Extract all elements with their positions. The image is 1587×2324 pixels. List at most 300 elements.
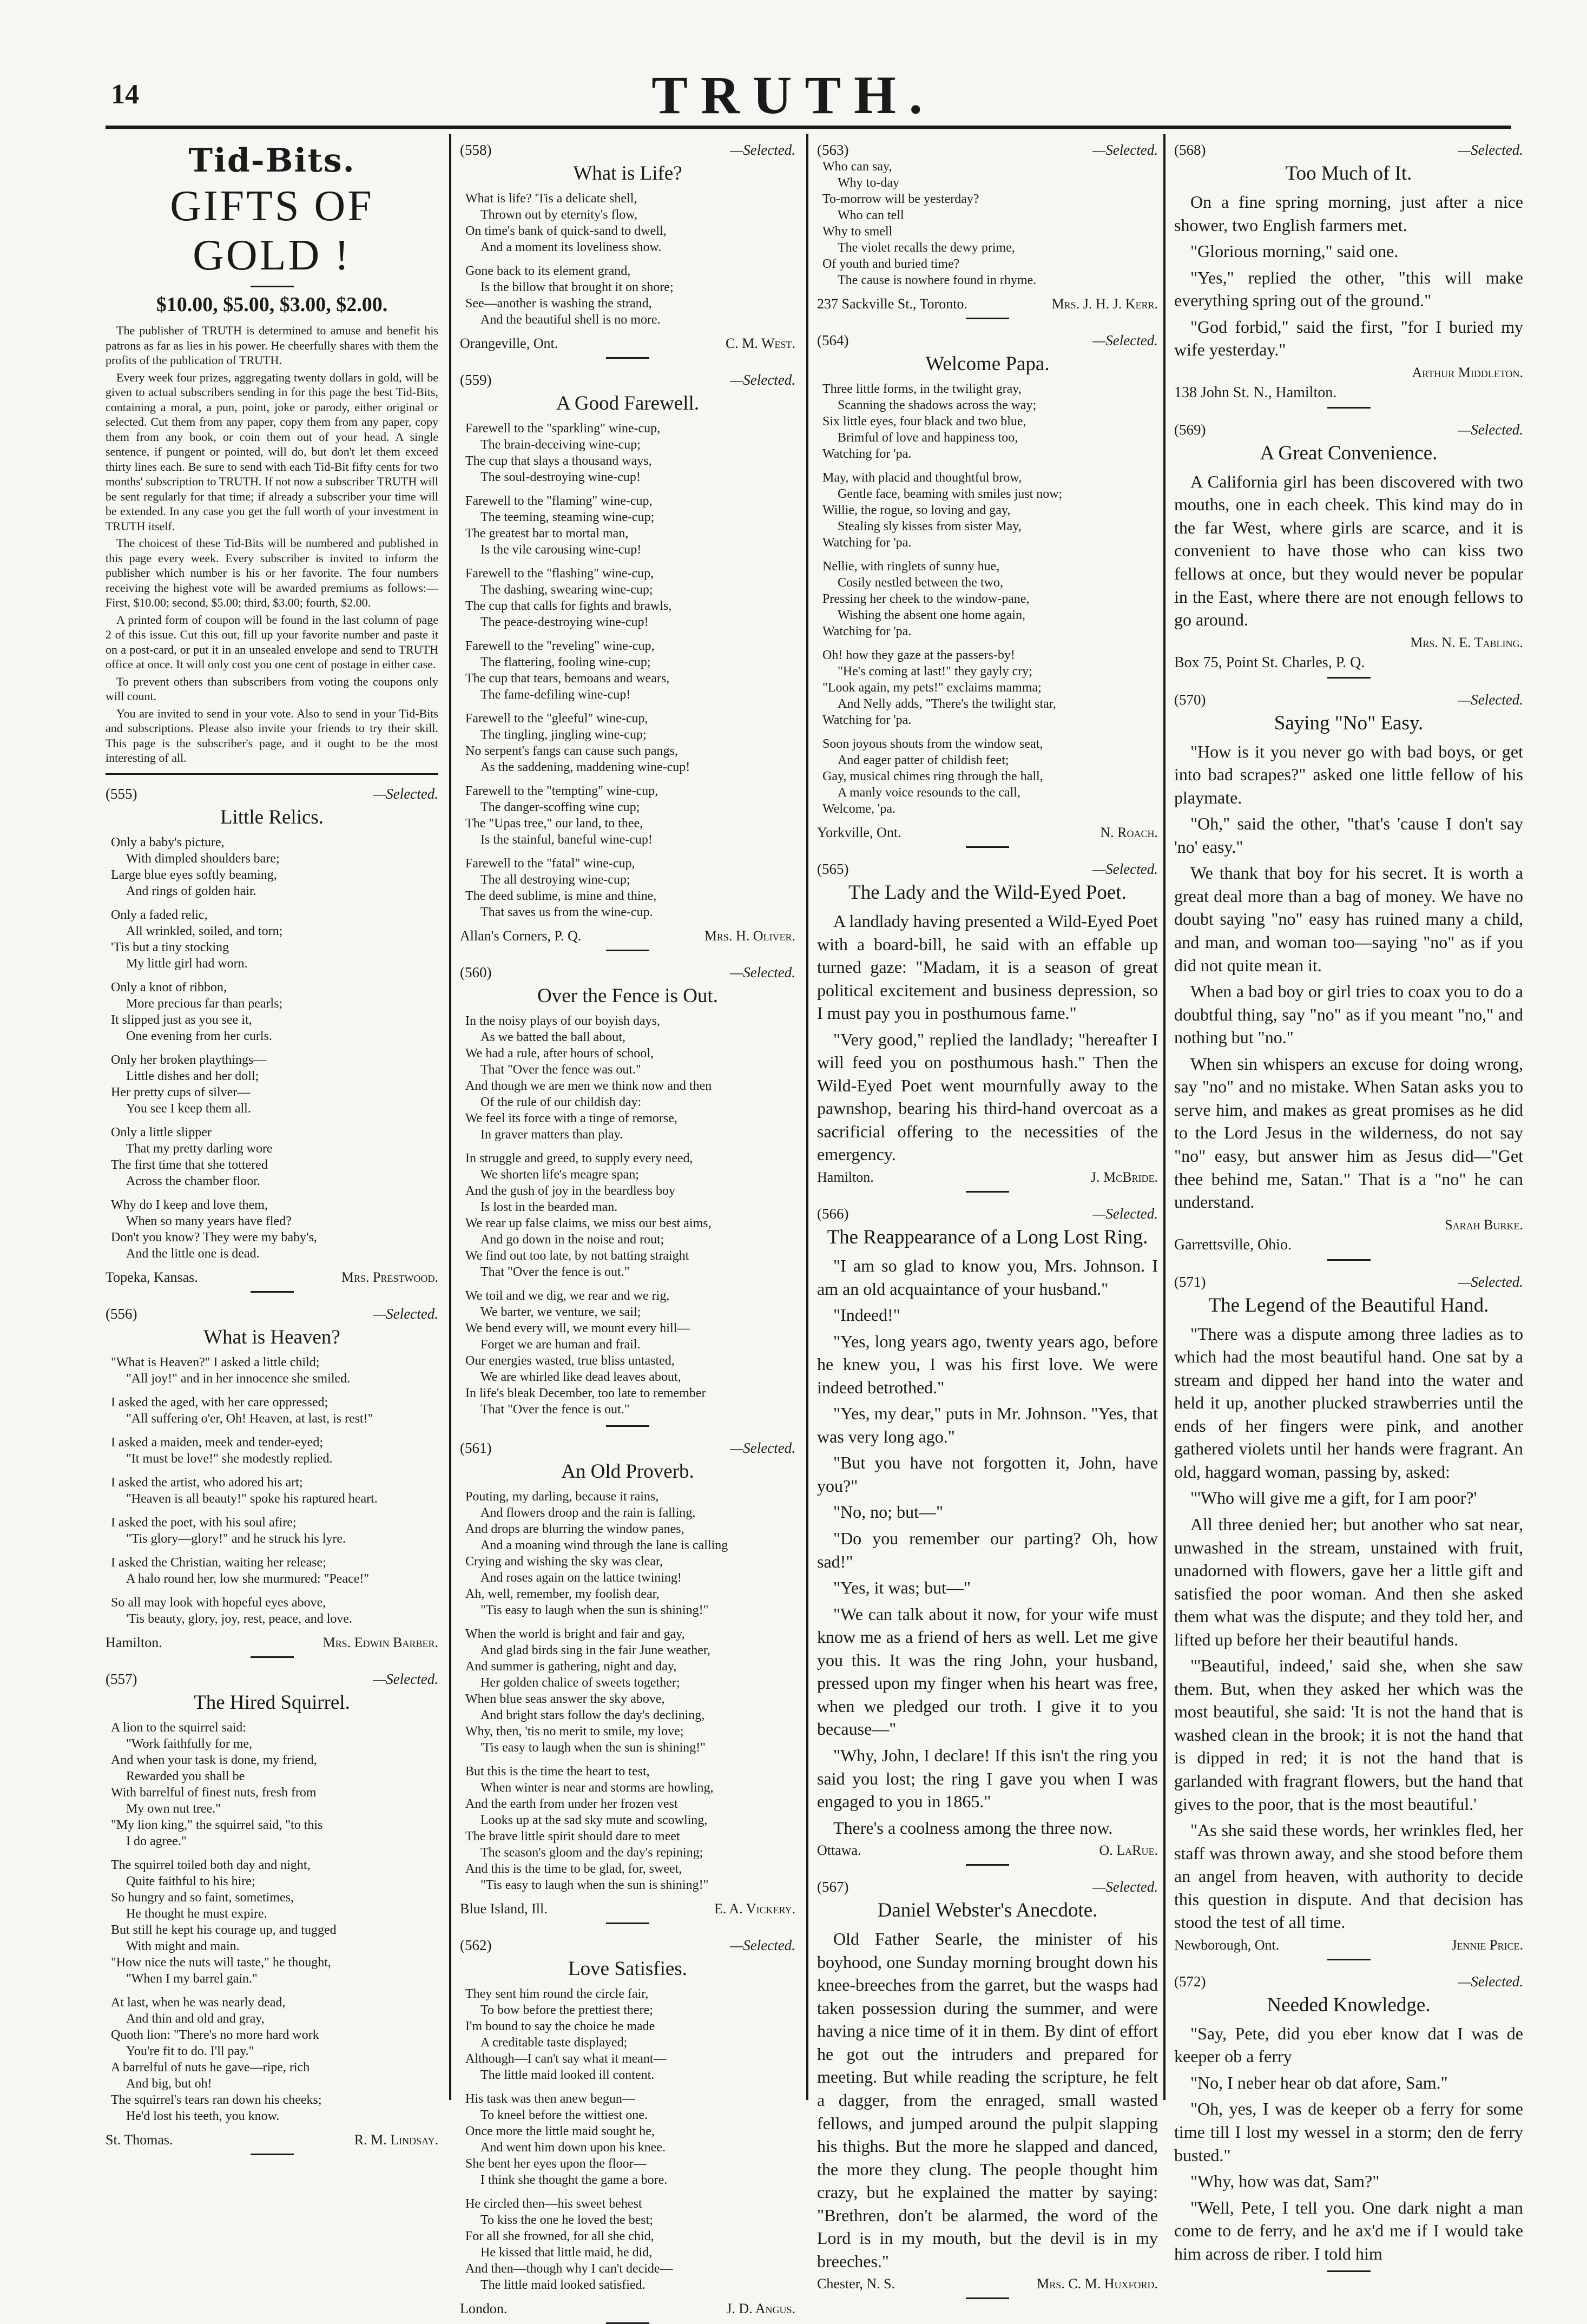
poem-line: We toil and we dig, we rear and we rig, — [465, 1289, 670, 1303]
poem-stanza — [465, 1288, 795, 1418]
poem-line: The greatest bar to mortal man, — [465, 526, 629, 541]
body-paragraph: "Yes, it was; but—" — [833, 1578, 971, 1598]
article — [1174, 684, 1523, 1261]
article — [460, 957, 795, 1427]
poem-line: No serpent's fangs can cause such pangs, — [465, 744, 678, 758]
divider — [1327, 1259, 1371, 1261]
poem-line: For all she frowned, for all she chid, — [465, 2229, 654, 2243]
poem-line: Farewell to the "sparkling" wine-cup, — [465, 422, 661, 436]
poem-line: A manly voice resounds to the call, — [838, 786, 1020, 800]
poem-line: Of the rule of our childish day: — [480, 1095, 642, 1109]
poem-stanza — [465, 783, 795, 848]
poem-line: Is the stainful, baneful wine-cup! — [480, 833, 653, 847]
intro-paragraph: A printed form of coupon will be found in the last column of page 2 of this issue. Cut this out, fill up your favorite number and paste it on a post-card, or put it in an unsealed envelope and send to TRUTH office at once. It will only cost you one cent of postage in either case. — [106, 613, 438, 671]
author-name: C. M. West. — [725, 335, 795, 351]
divider — [1327, 1959, 1371, 1960]
poem-line: Once more the little maid sought he, — [465, 2124, 655, 2138]
poem-line: And drops are blurring the window panes, — [465, 1522, 684, 1536]
author-name: Mrs. N. E. Tabling. — [1410, 634, 1523, 650]
article-number: (571) — [1174, 1273, 1206, 1290]
divider — [966, 846, 1009, 848]
poem-line: The all destroying wine-cup; — [480, 873, 630, 887]
poem-line: Soon joyous shouts from the window seat, — [822, 737, 1043, 751]
signature — [1174, 1217, 1523, 1233]
poem-line: That "Over the fence is out." — [480, 1265, 630, 1279]
author-address: 138 John St. N., Hamilton. — [1174, 384, 1337, 401]
body-paragraph: "There was a dispute among three ladies as to which had the most beautiful hand. One sat by a stream and dipped her hand into the water and held it up, another plucked strawberries until the ends of her fingers were pink, and another gathered violets until her hands were fragrant. An old, haggard woman, passing by, asked: — [1174, 1324, 1523, 1482]
intro-paragraph: To prevent others than subscribers from voting the coupons only will count. — [106, 674, 438, 703]
contest-intro — [106, 323, 438, 766]
selected-label: —Selected. — [1458, 1973, 1523, 1990]
poem-line: Looks up at the sad sky mute and scowling, — [480, 1813, 708, 1827]
article-number: (570) — [1174, 691, 1206, 708]
author-name: Jennie Price. — [1451, 1937, 1523, 1953]
poem-line: And bright stars follow the day's declining, — [480, 1708, 705, 1722]
article-header — [460, 1440, 795, 1457]
article-title: Welcome Papa. — [925, 353, 1050, 375]
poem-line: Three little forms, in the twilight gray, — [822, 382, 1022, 396]
body-paragraph: "Yes," replied the other, "this will make everything spring out of the ground." — [1174, 267, 1523, 311]
page-header — [0, 0, 1587, 135]
author-name: Mrs. J. H. J. Kerr. — [1051, 296, 1158, 312]
article — [460, 1930, 795, 2324]
article-list — [817, 134, 1158, 2299]
poem-line: In struggle and greed, to supply every need, — [465, 1151, 693, 1166]
poem-line: Scanning the shadows across the way; — [838, 398, 1037, 412]
poem-line: "When I my barrel gain." — [126, 1971, 258, 1986]
column-divider — [1163, 134, 1165, 2100]
article-header — [460, 142, 795, 159]
body-paragraph: "God forbid," said the first, "for I buried my wife yesterday." — [1174, 317, 1523, 360]
body-paragraph: On a fine spring morning, just after a nice shower, two English farmers met. — [1174, 192, 1523, 235]
signature — [817, 296, 1158, 312]
place-name: Allan's Corners, P. Q. — [460, 928, 582, 944]
poem-line: The cup that calls for fights and brawls, — [465, 599, 672, 613]
article-number: (572) — [1174, 1973, 1206, 1990]
article-header — [817, 142, 1158, 159]
poem-line: "Work faithfully for me, — [126, 1736, 253, 1751]
poem-line: Who can tell — [838, 208, 904, 222]
prize-amounts: $10.00, $5.00, $3.00, $2.00. — [156, 293, 388, 316]
article-list — [106, 778, 438, 2155]
divider — [606, 1923, 649, 1924]
poem-line: The danger-scoffing wine cup; — [480, 800, 640, 814]
poem-line: Crying and wishing the sky was clear, — [465, 1555, 663, 1569]
poem-line: At last, when he was nearly dead, — [111, 1995, 286, 2010]
poem-line: On time's bank of quick-sand to dwell, — [465, 224, 667, 238]
article — [1174, 134, 1523, 409]
body-paragraph: "As she said these words, her wrinkles fled, her staff was thrown away, and she stood before them an angel from heaven, with authority to decide this question in dispute. And that decision has stood the test of all time. — [1174, 1820, 1523, 1932]
poem-line: And big, but oh! — [126, 2076, 212, 2091]
poem-line: He thought he must expire. — [126, 1906, 267, 1921]
poem-line: Farewell to the "reveling" wine-cup, — [465, 639, 655, 653]
poem-line: To kneel before the wittiest one. — [480, 2108, 648, 2122]
poem-line: The "Upas tree," our land, to thee, — [465, 817, 643, 831]
poem-line: And though we are men we think now and then — [465, 1079, 712, 1093]
article-title: The Reappearance of a Long Lost Ring. — [827, 1226, 1148, 1249]
author-name: Arthur Middleton. — [1412, 364, 1523, 380]
article-body — [817, 1927, 1158, 2273]
poem-line: Our energies wasted, true bliss untasted, — [465, 1354, 675, 1368]
body-paragraph: "Why, John, I declare! If this isn't the ring you said you lost; the ring I gave you when I was engaged to you in 1865." — [817, 1745, 1158, 1812]
poem-line: "What is Heaven?" I asked a little child; — [111, 1355, 320, 1370]
poem-stanza — [111, 1434, 438, 1467]
poem-line: Watching for 'pa. — [822, 624, 912, 638]
poem-line: Her golden chalice of sweets together; — [480, 1676, 680, 1690]
column-3 — [817, 134, 1158, 2292]
poem-stanza — [111, 1052, 438, 1117]
article-number: (569) — [1174, 421, 1206, 438]
poem-line: With dimpled shoulders bare; — [126, 851, 280, 866]
poem-line: That "Over the fence was out." — [480, 1063, 641, 1077]
poem-line: Thrown out by eternity's flow, — [480, 208, 638, 222]
article-number: (564) — [817, 332, 849, 348]
poem-line: And went him down upon his knee. — [480, 2141, 666, 2155]
poem-line: As we batted the ball about, — [480, 1030, 625, 1044]
poem-line: The brain-deceiving wine-cup; — [480, 438, 641, 452]
masthead-title: TRUTH. — [651, 65, 936, 125]
signature — [817, 1842, 1158, 1859]
article-title: The Hired Squirrel. — [194, 1691, 350, 1714]
poem-line: A creditable taste displayed; — [480, 2036, 628, 2050]
article-title: Love Satisfies. — [568, 1958, 687, 1980]
poem-line: And then—though why I can't decide— — [465, 2262, 673, 2276]
poem-line: Farewell to the "gleeful" wine-cup, — [465, 712, 648, 726]
body-paragraph: "'Beautiful, indeed,' said she, when she saw them. But, when they asked her which was the most beautiful, she said: 'It is not the hand that is washed clean in the brook; it is not the hand that is dipped in red; it is not the hand that is garlanded with fragrant flowers, but the hand that gives to the poor, that is the most beautiful.' — [1174, 1656, 1523, 1814]
article-header — [1174, 1973, 1523, 1990]
poem-stanza — [111, 1720, 438, 1849]
author-name: J. McBride. — [1090, 1169, 1158, 1186]
poem-line: "It must be love!" she modestly replied. — [126, 1451, 333, 1466]
poem-line: 'Tis beauty, glory, joy, rest, peace, and love. — [126, 1611, 353, 1626]
poem-line: I asked the poet, with his soul afire; — [111, 1515, 297, 1530]
author-name: O. LaRue. — [1099, 1842, 1158, 1859]
poem-line: Quoth lion: "There's no more hard work — [111, 2027, 319, 2042]
poem-line: "All suffering o'er, Oh! Heaven, at last, is rest!" — [126, 1411, 373, 1426]
poem-line: One evening from her curls. — [126, 1029, 272, 1043]
signature — [460, 928, 795, 944]
author-name: Mrs. C. M. Huxford. — [1037, 2276, 1158, 2292]
article — [1174, 1966, 1523, 2272]
selected-label: —Selected. — [1458, 142, 1523, 158]
poem-line: We feel its force with a tinge of remorse, — [465, 1111, 677, 1125]
poem-line: Ah, well, remember, my foolish dear, — [465, 1587, 660, 1601]
poem-stanza — [465, 638, 795, 703]
article — [106, 1298, 438, 1658]
selected-label: —Selected. — [1458, 1273, 1523, 1290]
article-header — [460, 964, 795, 981]
poem-line: We rear up false claims, we miss our best aims, — [465, 1216, 712, 1230]
article-number: (562) — [460, 1937, 492, 1953]
poem-line: With barrelful of finest nuts, fresh from — [111, 1785, 317, 1800]
poem-line: We had a rule, after hours of school, — [465, 1046, 654, 1061]
poem-line: Nellie, with ringlets of sunny hue, — [822, 559, 1000, 574]
author-name: Mrs. H. Oliver. — [704, 928, 795, 944]
article-number: (567) — [817, 1879, 849, 1895]
body-paragraph: "No, I neber hear ob dat afore, Sam." — [1190, 2072, 1448, 2092]
poem-stanza — [822, 647, 1158, 728]
poem-stanza — [465, 1150, 795, 1280]
selected-label: —Selected. — [1092, 1879, 1158, 1895]
poem-stanza — [111, 1515, 438, 1547]
poem-line: "Tis easy to laugh when the sun is shining!" — [480, 1603, 709, 1617]
intro-paragraph: You are invited to send in your vote. Also to send in your Tid-Bits and subscriptions. Please also invite your friends to try their skill. This page is the subscriber's page, and it ought to be the most interesting of all. — [106, 706, 438, 765]
article-list — [460, 134, 795, 2324]
body-paragraph: "Yes, my dear," puts in Mr. Johnson. "Yes, that was very long ago." — [817, 1404, 1158, 1446]
place-name: Topeka, Kansas. — [106, 1269, 198, 1285]
poem-line: "How nice the nuts will taste," he thought, — [111, 1955, 331, 1970]
poem-line: That my pretty darling wore — [126, 1141, 273, 1156]
place-name: London. — [460, 2301, 508, 2316]
poem-line: I asked the Christian, waiting her release; — [111, 1555, 326, 1570]
article-number: (563) — [817, 142, 849, 158]
poem-line: When so many years have fled? — [126, 1214, 292, 1228]
article — [817, 1871, 1158, 2299]
article-body — [817, 1254, 1158, 1839]
article-header — [106, 786, 438, 802]
poem-stanza — [465, 1626, 795, 1756]
column-divider — [449, 134, 451, 2100]
poem-line: And rings of golden hair. — [126, 884, 256, 898]
poem-line: And glad birds sing in the fair June weather, — [480, 1643, 710, 1657]
poem-line: And this is the time to be glad, for, sweet, — [465, 1862, 682, 1876]
signature — [1174, 365, 1523, 381]
place-name: Hamilton. — [817, 1169, 874, 1186]
poem-line: The squirrel's tears ran down his cheeks; — [111, 2092, 322, 2107]
selected-label: —Selected. — [730, 964, 795, 980]
poem-line: With might and main. — [126, 1939, 240, 1953]
signature — [106, 1635, 438, 1651]
article — [460, 364, 795, 951]
poem-stanza — [465, 2091, 795, 2188]
poem-line: "Look again, my pets!" exclaims mamma; — [822, 681, 1042, 695]
place-name: Yorkville, Ont. — [817, 825, 901, 840]
page-number: 14 — [111, 79, 139, 110]
body-paragraph: "Glorious morning," said one. — [1190, 241, 1399, 261]
poem-line: Six little eyes, four black and two blue, — [822, 414, 1026, 429]
article — [817, 134, 1158, 319]
author-name: E. A. Vickery. — [714, 1901, 795, 1917]
body-paragraph: A California girl has been discovered with two mouths, one in each cheek. This kind may do in the far West, where girls are scarce, and it is convenient to have those who can kiss two fellows at once, but they would never be popular in the East, where there are not enough fellows to go around. — [1174, 471, 1523, 630]
article-header — [1174, 692, 1523, 708]
article-number: (560) — [460, 964, 492, 980]
poem-line: Rewarded you shall be — [126, 1769, 245, 1783]
poem-line: "He's coming at last!" they gayly cry; — [838, 664, 1032, 679]
poem-line: So hungry and so faint, sometimes, — [111, 1890, 294, 1905]
poem-stanza — [111, 979, 438, 1044]
article-header — [817, 332, 1158, 349]
poem-line: And a moment its loveliness show. — [480, 240, 662, 254]
poem-line: The teeming, steaming wine-cup; — [480, 510, 655, 524]
article-number: (556) — [106, 1305, 137, 1322]
divider — [606, 950, 649, 951]
poem-line: And when your task is done, my friend, — [111, 1753, 317, 1767]
poem-line: The deed sublime, is mine and thine, — [465, 889, 657, 903]
selected-label: —Selected. — [1458, 691, 1523, 708]
poem-line: And summer is gathering, night and day, — [465, 1660, 677, 1674]
signature — [460, 2301, 795, 2317]
signature — [1174, 1937, 1523, 1953]
poem-stanza — [111, 1994, 438, 2124]
poem-line: To kiss the one he loved the best; — [480, 2213, 653, 2227]
body-paragraph: "No, no; but—" — [833, 1502, 944, 1522]
poem-stanza — [465, 710, 795, 775]
poem-line: 'Tis easy to laugh when the sun is shining!" — [480, 1741, 706, 1755]
poem-line: So all may look with hopeful eyes above, — [111, 1595, 326, 1610]
poem-line: Little dishes and her doll; — [126, 1069, 259, 1083]
divider — [966, 1864, 1009, 1866]
poem-line: Forget we are human and frail. — [480, 1338, 641, 1352]
poem-line: And eager patter of childish feet; — [838, 753, 1009, 767]
body-paragraph: "Yes, long years ago, twenty years ago, before he knew you, I was his first love. We were indeed betrothed." — [817, 1331, 1158, 1397]
poem-stanza — [465, 1986, 795, 2083]
poem-line: "Heaven is all beauty!" spoke his raptured heart. — [126, 1491, 378, 1506]
poem-stanza — [822, 381, 1158, 462]
selected-label: —Selected. — [730, 372, 795, 388]
article-header — [1174, 422, 1523, 438]
divider — [966, 1191, 1009, 1193]
poem-line: We shorten life's meagre span; — [480, 1168, 639, 1182]
poem-line: "All joy!" and in her innocence she smiled. — [126, 1371, 351, 1386]
poem-stanza — [465, 493, 795, 558]
poem-line: He circled then—his sweet behest — [465, 2197, 642, 2211]
poem-stanza — [465, 420, 795, 485]
poem-line: Don't you know? They were my baby's, — [111, 1230, 317, 1245]
article-title: What is Life? — [573, 162, 682, 185]
article-body — [1174, 190, 1523, 361]
column-divider — [806, 134, 808, 2100]
signature — [817, 1169, 1158, 1186]
body-paragraph: "We can talk about it now, for your wife must know me as a friend of hers as well. Let me give you this. It was the ring John, your husband, pressed upon my finger when his heart was free, when we pledged our troth. I give it to you because—" — [817, 1604, 1158, 1739]
poem-line: He kissed that little maid, he did, — [480, 2246, 653, 2260]
poem-line: The soul-destroying wine-cup! — [480, 470, 641, 484]
poem-line: We bend every will, we mount every hill— — [465, 1321, 690, 1335]
signature — [106, 1269, 438, 1286]
signature — [460, 1901, 795, 1917]
poem-stanza — [111, 1595, 438, 1627]
poem-line: Only a knot of ribbon, — [111, 980, 227, 995]
selected-label: —Selected. — [730, 1440, 795, 1456]
divider — [606, 1425, 649, 1427]
author-address: Box 75, Point St. Charles, P. Q. — [1174, 654, 1365, 671]
poem-line: A barrelful of nuts he gave—ripe, rich — [111, 2060, 310, 2075]
poem-line: In graver matters than play. — [480, 1128, 623, 1142]
poem-line: The fame-defiling wine-cup! — [480, 688, 631, 702]
poem-line: The dashing, swearing wine-cup; — [480, 583, 653, 597]
header-rule — [106, 126, 1511, 129]
signature — [460, 335, 795, 352]
poem-line: Only a faded relic, — [111, 907, 208, 922]
poem-line: Gone back to its element grand, — [465, 264, 631, 278]
article-number: (566) — [817, 1206, 849, 1222]
article-number: (568) — [1174, 142, 1206, 158]
body-paragraph: "Do you remember our parting? Oh, how sad!" — [817, 1529, 1158, 1571]
poem-stanza — [465, 1489, 795, 1618]
poem-line: What is life? 'Tis a delicate shell, — [465, 192, 637, 206]
author-name: N. Roach. — [1100, 825, 1158, 840]
article-title: Daniel Webster's Anecdote. — [877, 1899, 1098, 1922]
divider — [966, 318, 1009, 319]
poem-line: A halo round her, low she murmured: "Peace!" — [126, 1571, 370, 1586]
poem-line: Across the chamber floor. — [126, 1174, 260, 1188]
poem-stanza — [465, 1013, 795, 1143]
poem-line: Watching for 'pa. — [822, 536, 912, 550]
article — [817, 325, 1158, 848]
poem-line: The peace-destroying wine-cup! — [480, 615, 649, 629]
poem-line: He'd lost his teeth, you know. — [126, 2109, 280, 2123]
place-name: Newborough, Ont. — [1174, 1937, 1280, 1953]
selected-label: —Selected. — [1092, 861, 1158, 877]
place-name: St. Thomas. — [106, 2131, 173, 2148]
poem-line: And go down in the noise and rout; — [480, 1233, 664, 1247]
poem-line: That "Over the fence is out." — [480, 1403, 630, 1417]
author-name: R. M. Lindsay. — [354, 2131, 438, 2148]
article-header — [1174, 1274, 1523, 1291]
poem-line: Is the vile carousing wine-cup! — [480, 543, 642, 557]
divider — [1327, 677, 1371, 679]
signature — [106, 2132, 438, 2148]
body-paragraph: "Very good," replied the landlady; "hereafter I will feed you on posthumous hash." Then the Wild-Eyed Poet went mournfully away to the pawnshop, bearing his third-hand overcoat as a sacrificial offering to the necessities of the emergency. — [817, 1029, 1158, 1164]
poem-line: Her pretty cups of silver— — [111, 1085, 251, 1100]
poem-line: The violet recalls the dewy prime, — [838, 241, 1015, 255]
poem-line: May, with placid and thoughtful brow, — [822, 471, 1022, 485]
body-paragraph: "Say, Pete, did you eber know dat I was de keeper ob a ferry — [1174, 2023, 1523, 2066]
poem-stanza — [822, 736, 1158, 817]
poem-line: I think she thought the game a bore. — [480, 2173, 668, 2187]
place-name: Ottawa. — [817, 1842, 861, 1859]
article-title: A Great Convenience. — [1260, 442, 1438, 464]
body-paragraph: "Indeed!" — [833, 1305, 900, 1325]
poem-stanza — [111, 1197, 438, 1262]
article-number: (561) — [460, 1440, 492, 1456]
poem-line: Welcome, 'pa. — [822, 802, 895, 816]
selected-label: —Selected. — [730, 1937, 795, 1953]
body-paragraph: "I am so glad to know you, Mrs. Johnson. I am an old acquaintance of your husband." — [817, 1256, 1158, 1299]
divider — [966, 2297, 1009, 2299]
poem-line: Only a little slipper — [111, 1125, 212, 1140]
poem-line: I asked a maiden, meek and tender-eyed; — [111, 1435, 324, 1450]
intro-paragraph: The publisher of TRUTH is determined to amuse and benefit his patrons as far as lies in his power. He cheerfully shares with them the profits of the publication of TRUTH. — [106, 324, 438, 367]
poem-line: And the earth from under her frozen vest — [465, 1797, 678, 1811]
poem-line: She bent her eyes upon the floor— — [465, 2157, 647, 2171]
place-name: Hamilton. — [106, 1634, 162, 1650]
author-name: Mrs. Edwin Barber. — [322, 1634, 438, 1650]
poem-line: We barter, we venture, we sail; — [480, 1305, 641, 1319]
author-name: J. D. Angus. — [726, 2301, 795, 2316]
poem-line: His task was then anew begun— — [465, 2092, 635, 2106]
article-header — [817, 861, 1158, 878]
signature — [1174, 635, 1523, 651]
poem-line: The little maid looked ill content. — [480, 2068, 655, 2082]
poem-stanza — [111, 907, 438, 972]
intro-paragraph: The choicest of these Tid-Bits will be numbered and published in this page every week. Every subscriber is invited to inform the publisher which number is his or her favorite. The four numbers receiving the highest vote will be awarded premiums as follows:—First, $10.00; second, $5.00; third, $3.00; fourth, $2.00. — [106, 536, 438, 609]
poem-line: The cup that slays a thousand ways, — [465, 454, 652, 468]
intro-paragraph: Every week four prizes, aggregating twenty dollars in gold, will be given to actual subscribers sending in for this page the best Tid-Bits, containing a moral, a pun, point, joke or parody, either original or selected. Cut them from any paper, copy them from any paper, copy them from any book, or coin them out of your head. A single sentence, if pungent or pointed, will do, but don't let them exceed thirty lines each. Be sure to send with each Tid-Bit fifty cents for two months' subscription to TRUTH. If not now a subscriber TRUTH will be sent regularly for that time; if already a subscriber your time will be extended. In any case you get the full worth of your investment in TRUTH itself. — [106, 370, 438, 533]
divider — [1327, 2270, 1371, 2272]
article-title: The Legend of the Beautiful Hand. — [1208, 1294, 1489, 1316]
poem-stanza — [465, 565, 795, 630]
poem-stanza — [465, 2196, 795, 2293]
article — [1174, 1266, 1523, 1960]
divider — [251, 286, 294, 287]
poem-line: Is the billow that brought it on shore; — [480, 280, 674, 294]
poem-line: And flowers droop and the rain is falling, — [480, 1506, 696, 1520]
selected-label: —Selected. — [373, 1305, 438, 1322]
poem-stanza — [111, 1857, 438, 1987]
poem-line: Stealing sly kisses from sister May, — [838, 519, 1022, 534]
body-paragraph: There's a coolness among the three now. — [833, 1818, 1113, 1838]
poem-line: All wrinkled, soiled, and torn; — [126, 924, 283, 938]
